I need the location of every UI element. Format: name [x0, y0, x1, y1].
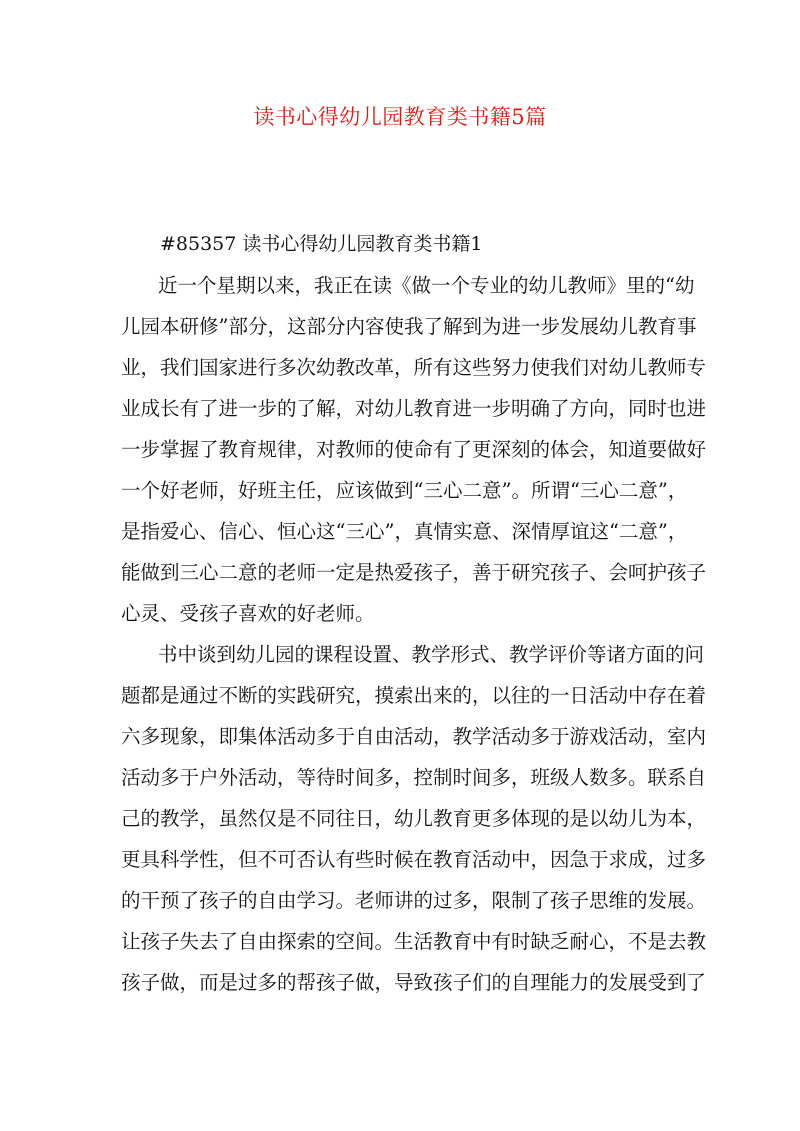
- paragraph-2-line-3: 六多现象，即集体活动多于自由活动，教学活动多于游戏活动，室内: [121, 725, 707, 748]
- paragraph-1-line-3: 业，我们国家进行多次幼教改革，所有这些努力使我们对幼儿教师专: [121, 356, 707, 379]
- paragraph-2-line-9: 孩子做，而是过多的帮孩子做，导致孩子们的自理能力的发展受到了: [121, 971, 707, 994]
- paragraph-1-line-8: 能做到三心二意的老师一定是热爱孩子，善于研究孩子、会呵护孩子: [121, 561, 707, 584]
- paragraph-2-line-1: 书中谈到幼儿园的课程设置、教学形式、教学评价等诸方面的问: [158, 643, 705, 666]
- paragraph-2-line-2: 题都是通过不断的实践研究，摸索出来的，以往的一日活动中存在着: [121, 684, 707, 707]
- section-heading: #85357 读书心得幼儿园教育类书籍1: [160, 233, 483, 255]
- paragraph-2-line-6: 更具科学性，但不可否认有些时候在教育活动中，因急于求成，过多: [121, 848, 707, 871]
- document-title: 读书心得幼儿园教育类书籍5篇: [253, 105, 547, 129]
- paragraph-1-line-7: 是指爱心、信心、恒心这“三心”，真情实意、深情厚谊这“二意”，: [121, 520, 688, 543]
- paragraph-2-line-8: 让孩子失去了自由探索的空间。生活教育中有时缺乏耐心，不是去教: [121, 930, 707, 953]
- paragraph-1-line-9: 心灵、受孩子喜欢的好老师。: [121, 602, 375, 625]
- paragraph-2-line-5: 己的教学，虽然仅是不同往日，幼儿教育更多体现的是以幼儿为本，: [121, 807, 707, 830]
- paragraph-1-line-6: 一个好老师，好班主任，应该做到“三心二意”。所谓“三心二意”，: [121, 479, 688, 502]
- paragraph-2-line-7: 的干预了孩子的自由学习。老师讲的过多，限制了孩子思维的发展。: [121, 889, 707, 912]
- paragraph-1-line-2: 儿园本研修”部分，这部分内容使我了解到为进一步发展幼儿教育事: [121, 315, 697, 338]
- paragraph-2-line-4: 活动多于户外活动，等待时间多，控制时间多，班级人数多。联系自: [121, 766, 707, 789]
- paragraph-1-line-5: 一步掌握了教育规律，对教师的使命有了更深刻的体会，知道要做好: [121, 438, 707, 461]
- paragraph-1-line-4: 业成长有了进一步的了解，对幼儿教育进一步明确了方向，同时也进: [121, 397, 707, 420]
- paragraph-1-line-1: 近一个星期以来，我正在读《做一个专业的幼儿教师》里的“幼: [158, 274, 695, 297]
